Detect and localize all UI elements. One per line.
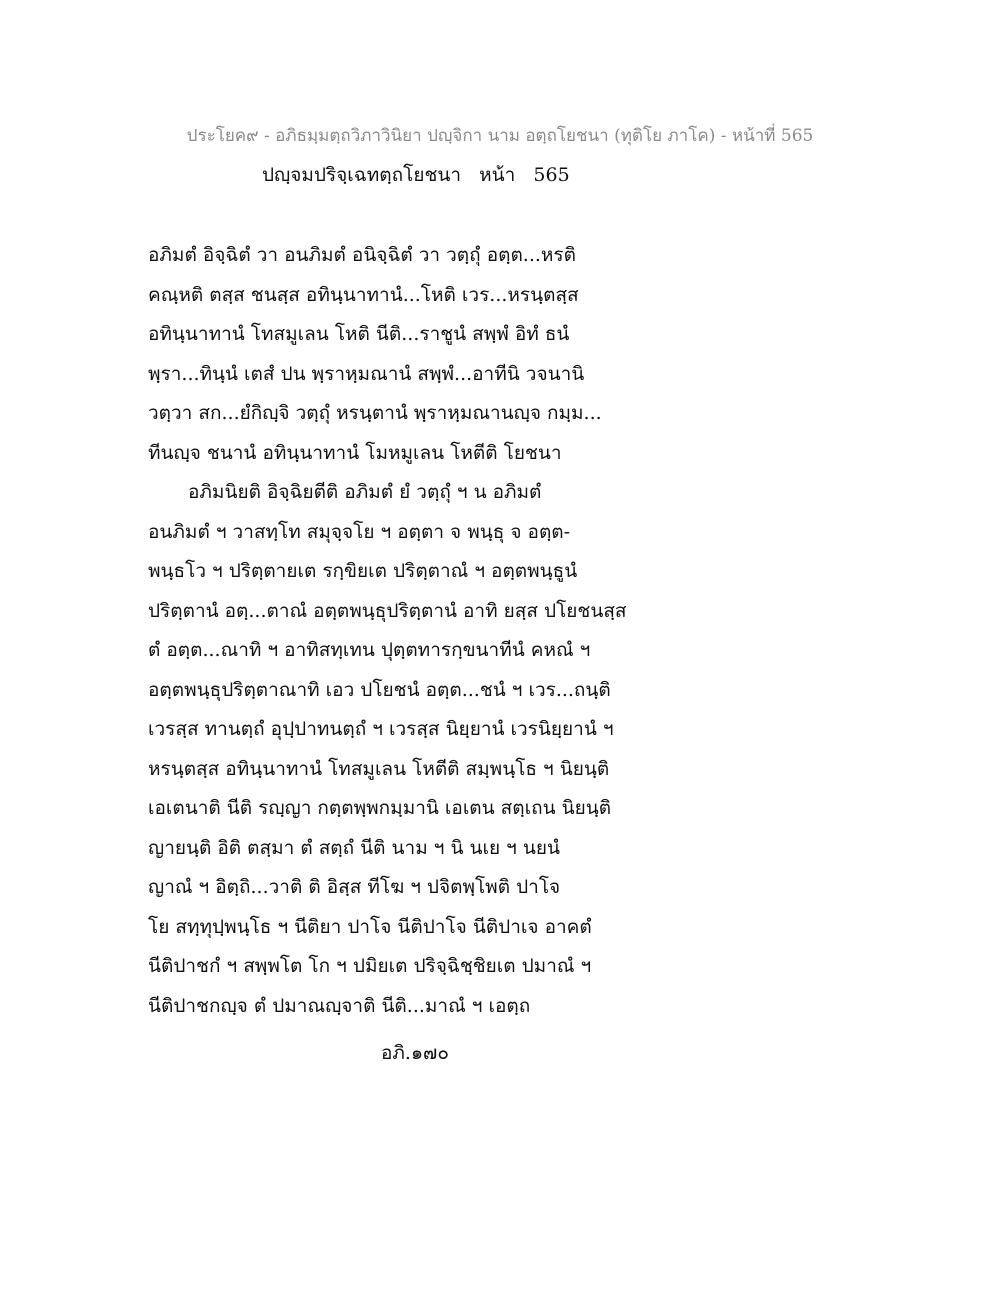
text-line: โย สทฺทุปฺพนฺโธ ฯ นีติยา ปาโจ นีติปาโจ นีติปาเจ อาคตํ	[148, 915, 592, 938]
text-line: เวรสฺส ทานตฺถํ อุปฺปาทนตฺถํ ฯ เวรสฺส นิยฺยานํ เวรนิยฺยานํ ฯ	[148, 718, 614, 740]
text-line: เอเตนาติ นีติ รญฺญา กตฺตพฺพกมฺมานิ เอเตน สตฺเถน นิยนฺติ	[148, 797, 612, 819]
text-line: นีติปาชกํ ฯ สพฺพโต โก ฯ ปมิยเต ปริจฺฉิชฺชิยเต ปมาณํ ฯ	[148, 955, 592, 977]
text-line: พนฺธโว ฯ ปริตฺตายเต รกฺขิยเต ปริตฺตาณํ ฯ อตฺตพนฺธูนํ	[148, 560, 578, 582]
text-line: อนภิมตํ ฯ วาสทฺโท สมุจฺจโย ฯ อตฺตา จ พนฺธุ จ อตฺต-	[148, 520, 571, 543]
paragraph-start-line: อภิมนิยติ อิจฺฉิยตีติ อภิมตํ ยํ วตฺถุํ ฯ น อภิมตํ	[188, 481, 542, 503]
text-line: ปริตฺตานํ อตฺ...ตาณํ อตฺตพนฺธุปริตฺตานํ อาทิ ยสฺส ปโยชนสฺส	[148, 599, 627, 622]
text-line: หรนฺตสฺส อทินฺนาทานํ โทสมูเลน โหตีติ สมฺพนฺโธ ฯ นิยนฺติ	[148, 757, 610, 780]
text-line: พฺรา...ทินฺนํ เตสํ ปน พฺราหฺมณานํ สพฺพํ...อาทีนิ วจนานิ	[148, 362, 585, 385]
text-line: วตฺวา สก...ยํกิญฺจิ วตฺถุํ หรนฺตานํ พฺราหฺมณานญฺจ กมฺม...	[148, 402, 602, 424]
text-line: ตํ อตฺต...ณาทิ ฯ อาทิสทฺเทน ปุตฺตทารกฺขนาทีนํ คหณํ ฯ	[148, 639, 591, 661]
text-line: ญาณํ ฯ อิตฺถิ...วาติ ติ อิสฺส ทีโฆ ฯ ปจิตพฺโพติ ปาโจ	[148, 876, 561, 898]
text-line: ญายนฺติ อิติ ตสฺมา ตํ สตฺถํ นีติ นาม ฯ นิ นเย ฯ นยนํ	[148, 836, 560, 859]
text-line: อตฺตพนฺธุปริตฺตาณาทิ เอว ปโยชนํ อตฺต...ชนํ ฯ เวร...ถนฺติ	[148, 678, 611, 701]
text-line: คณฺหติ ตสฺส ชนสฺส อทินฺนาทานํ...โหติ เวร...หรนฺตสฺส	[148, 283, 579, 306]
text-line: ทีนญฺจ ชนานํ อทินฺนาทานํ โมหมูเลน โหตีติ โยชนา	[148, 441, 562, 464]
page-footer-code: อภิ.๑๗๐	[381, 1042, 449, 1064]
text-line: อทินฺนาทานํ โทสมูเลน โหติ นีติ...ราชูนํ สพฺพํ อิทํ ธนํ	[148, 323, 570, 345]
body-text	[148, 238, 668, 1028]
text-line: นีติปาชกญฺจ ตํ ปมาณญฺจาติ นีติ...มาณํ ฯ เอตฺถ	[148, 994, 531, 1017]
text-line: อภิมตํ อิจฺฉิตํ วา อนภิมตํ อนิจฺฉิตํ วา วตฺถุํ อตฺต...หรติ	[148, 244, 576, 266]
running-header: ประโยค๙ - อภิธมฺมตฺถวิภาวินิยา ปญฺจิกา นาม อตฺถโยชนา (ทุติโย ภาโค) - หน้าที่ 565	[186, 126, 814, 146]
section-title: ปญฺจมปริจฺเฉทตฺถโยชนา หน้า 565	[262, 164, 570, 186]
